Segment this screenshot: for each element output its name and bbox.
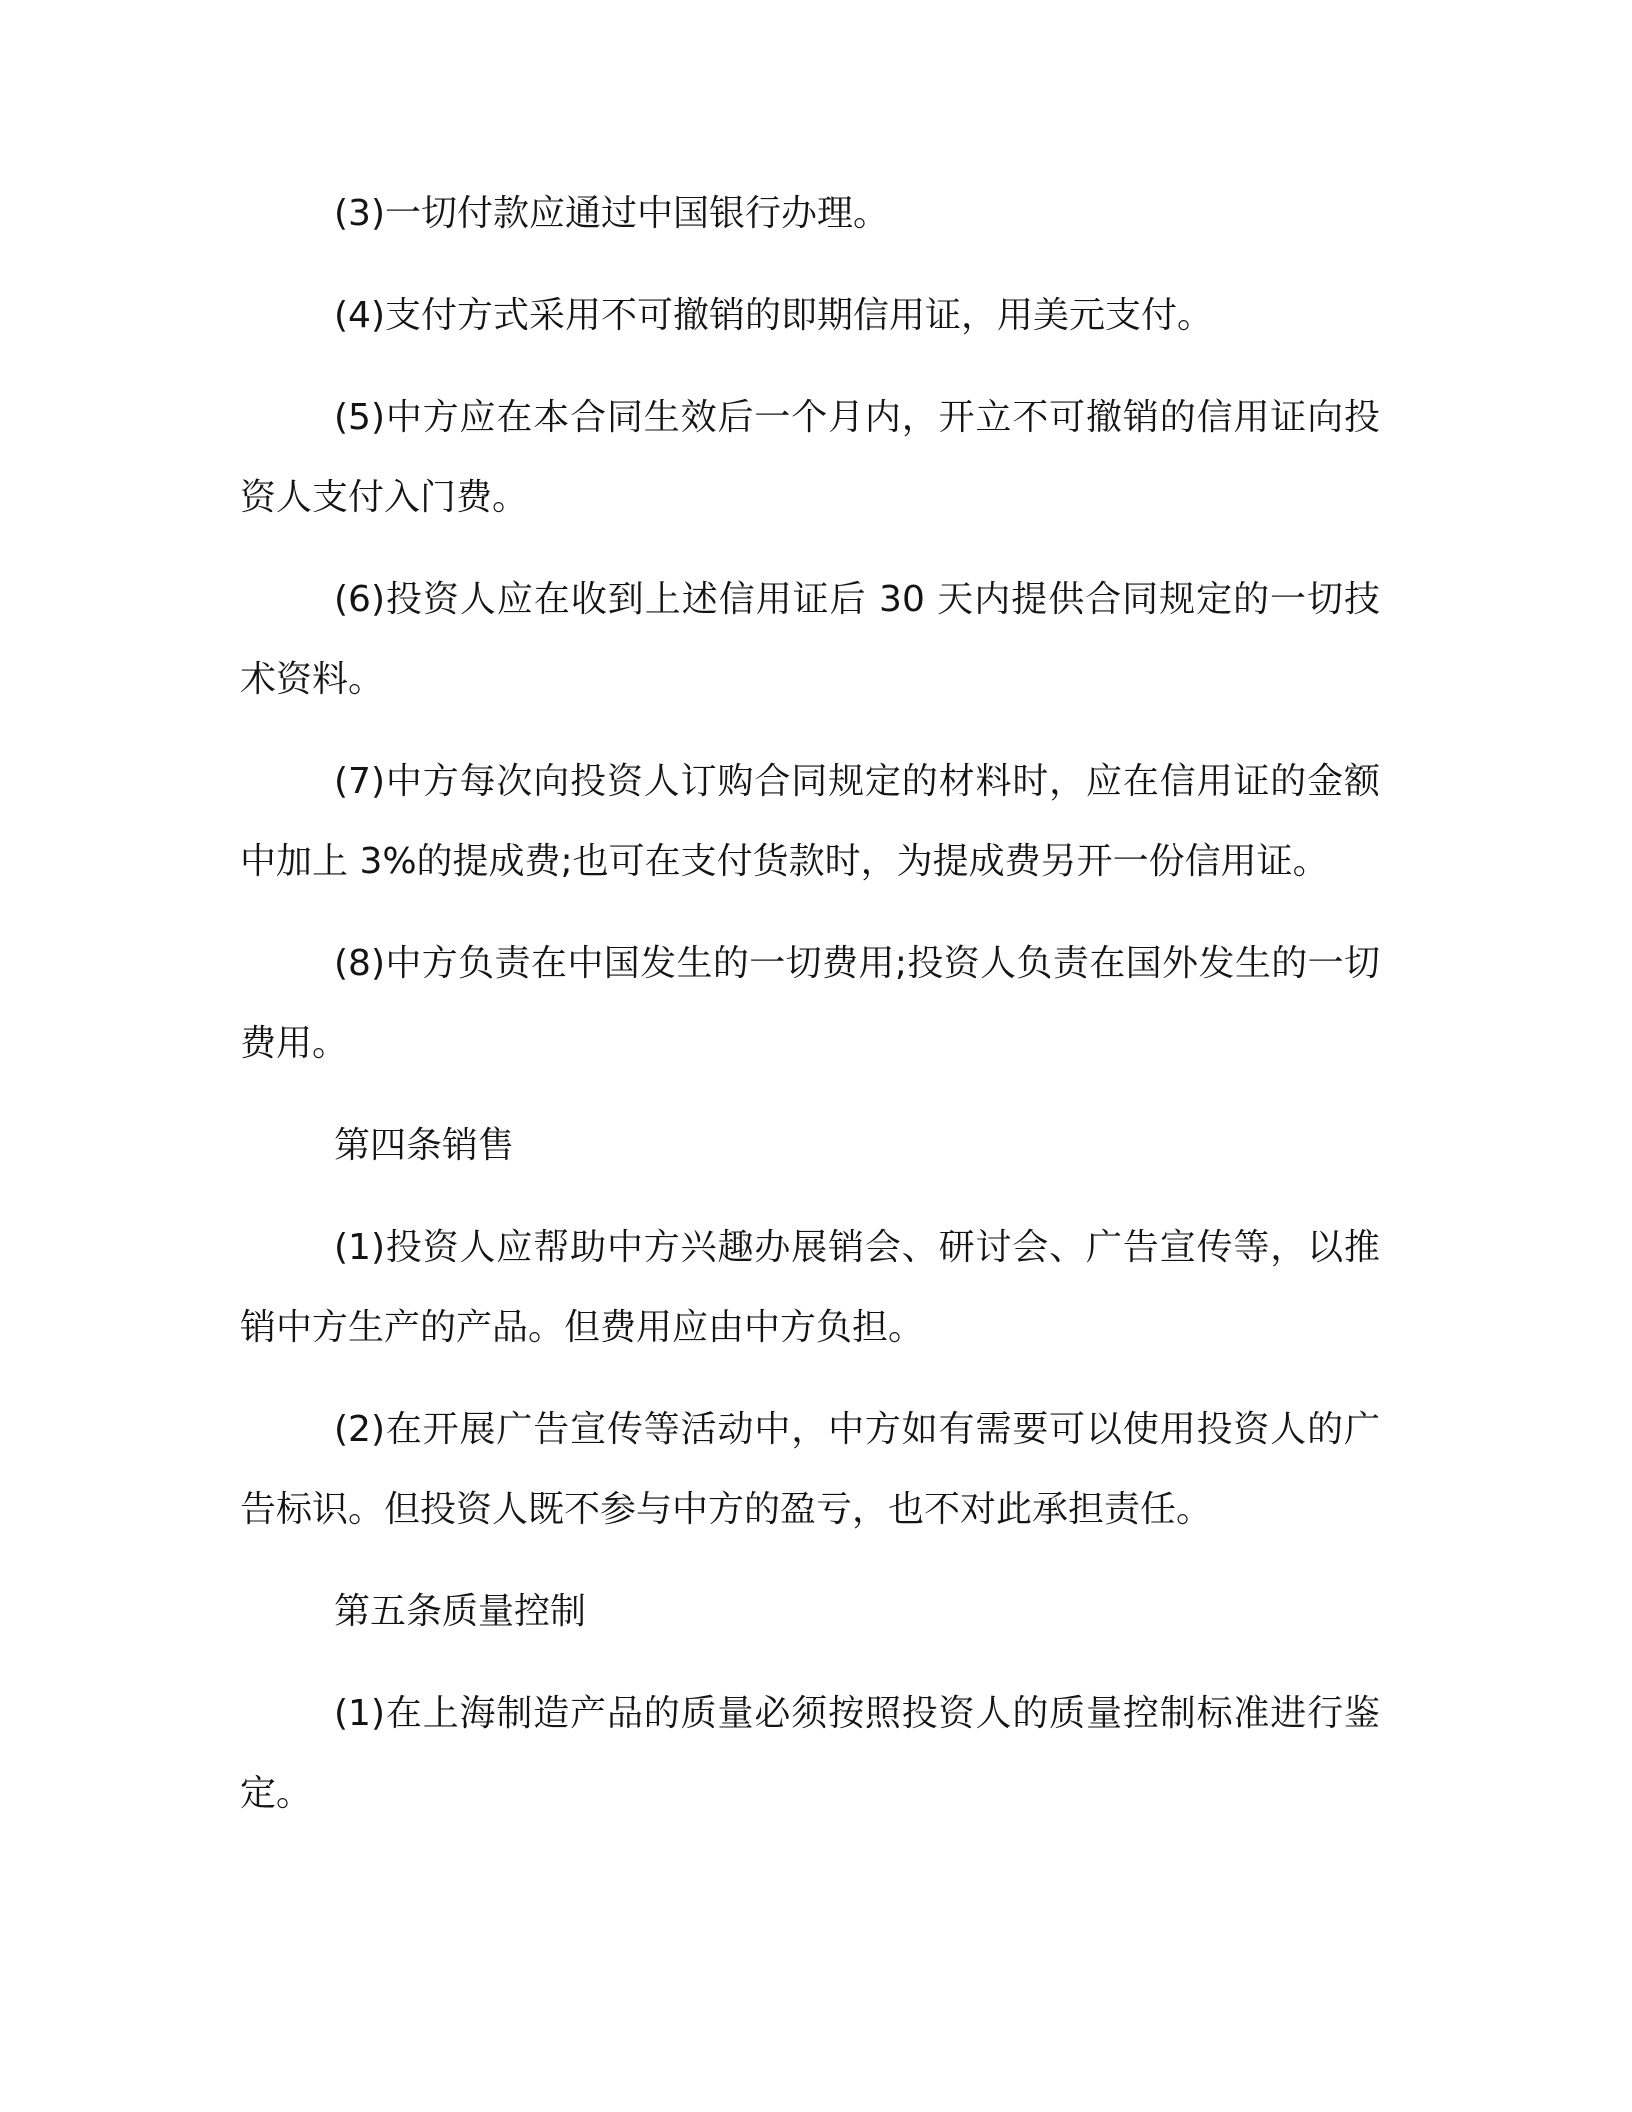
paragraph-payment-bank: (3)一切付款应通过中国银行办理。 xyxy=(334,193,889,234)
paragraph-advertising: (2)在开展广告宣传等活动中，中方如有需要可以使用投资人的广告标识。但投资人既不参与中方的盈亏，也不对此承担责任。 xyxy=(240,1409,1380,1530)
section-heading-quality: 第五条质量控制 xyxy=(334,1591,587,1632)
section-heading-sales: 第四条销售 xyxy=(334,1125,515,1166)
paragraph-technical-data: (6)投资人应在收到上述信用证后 30 天内提供合同规定的一切技术资料。 xyxy=(240,579,1380,700)
paragraph-payment-method: (4)支付方式采用不可撤销的即期信用证，用美元支付。 xyxy=(334,295,1213,336)
paragraph-quality-standard: (1)在上海制造产品的质量必须按照投资人的质量控制标准进行鉴定。 xyxy=(240,1693,1380,1814)
document-body xyxy=(240,174,1380,1834)
paragraph-expenses: (8)中方负责在中国发生的一切费用;投资人负责在国外发生的一切费用。 xyxy=(240,943,1380,1064)
paragraph-commission: (7)中方每次向投资人订购合同规定的材料时，应在信用证的金额中加上 3%的提成费;也可在支付货款时，为提成费另开一份信用证。 xyxy=(240,761,1380,882)
paragraph-promotion: (1)投资人应帮助中方兴趣办展销会、研讨会、广告宣传等，以推销中方生产的产品。但费用应由中方负担。 xyxy=(240,1227,1380,1348)
paragraph-entry-fee: (5)中方应在本合同生效后一个月内，开立不可撤销的信用证向投资人支付入门费。 xyxy=(240,397,1380,518)
